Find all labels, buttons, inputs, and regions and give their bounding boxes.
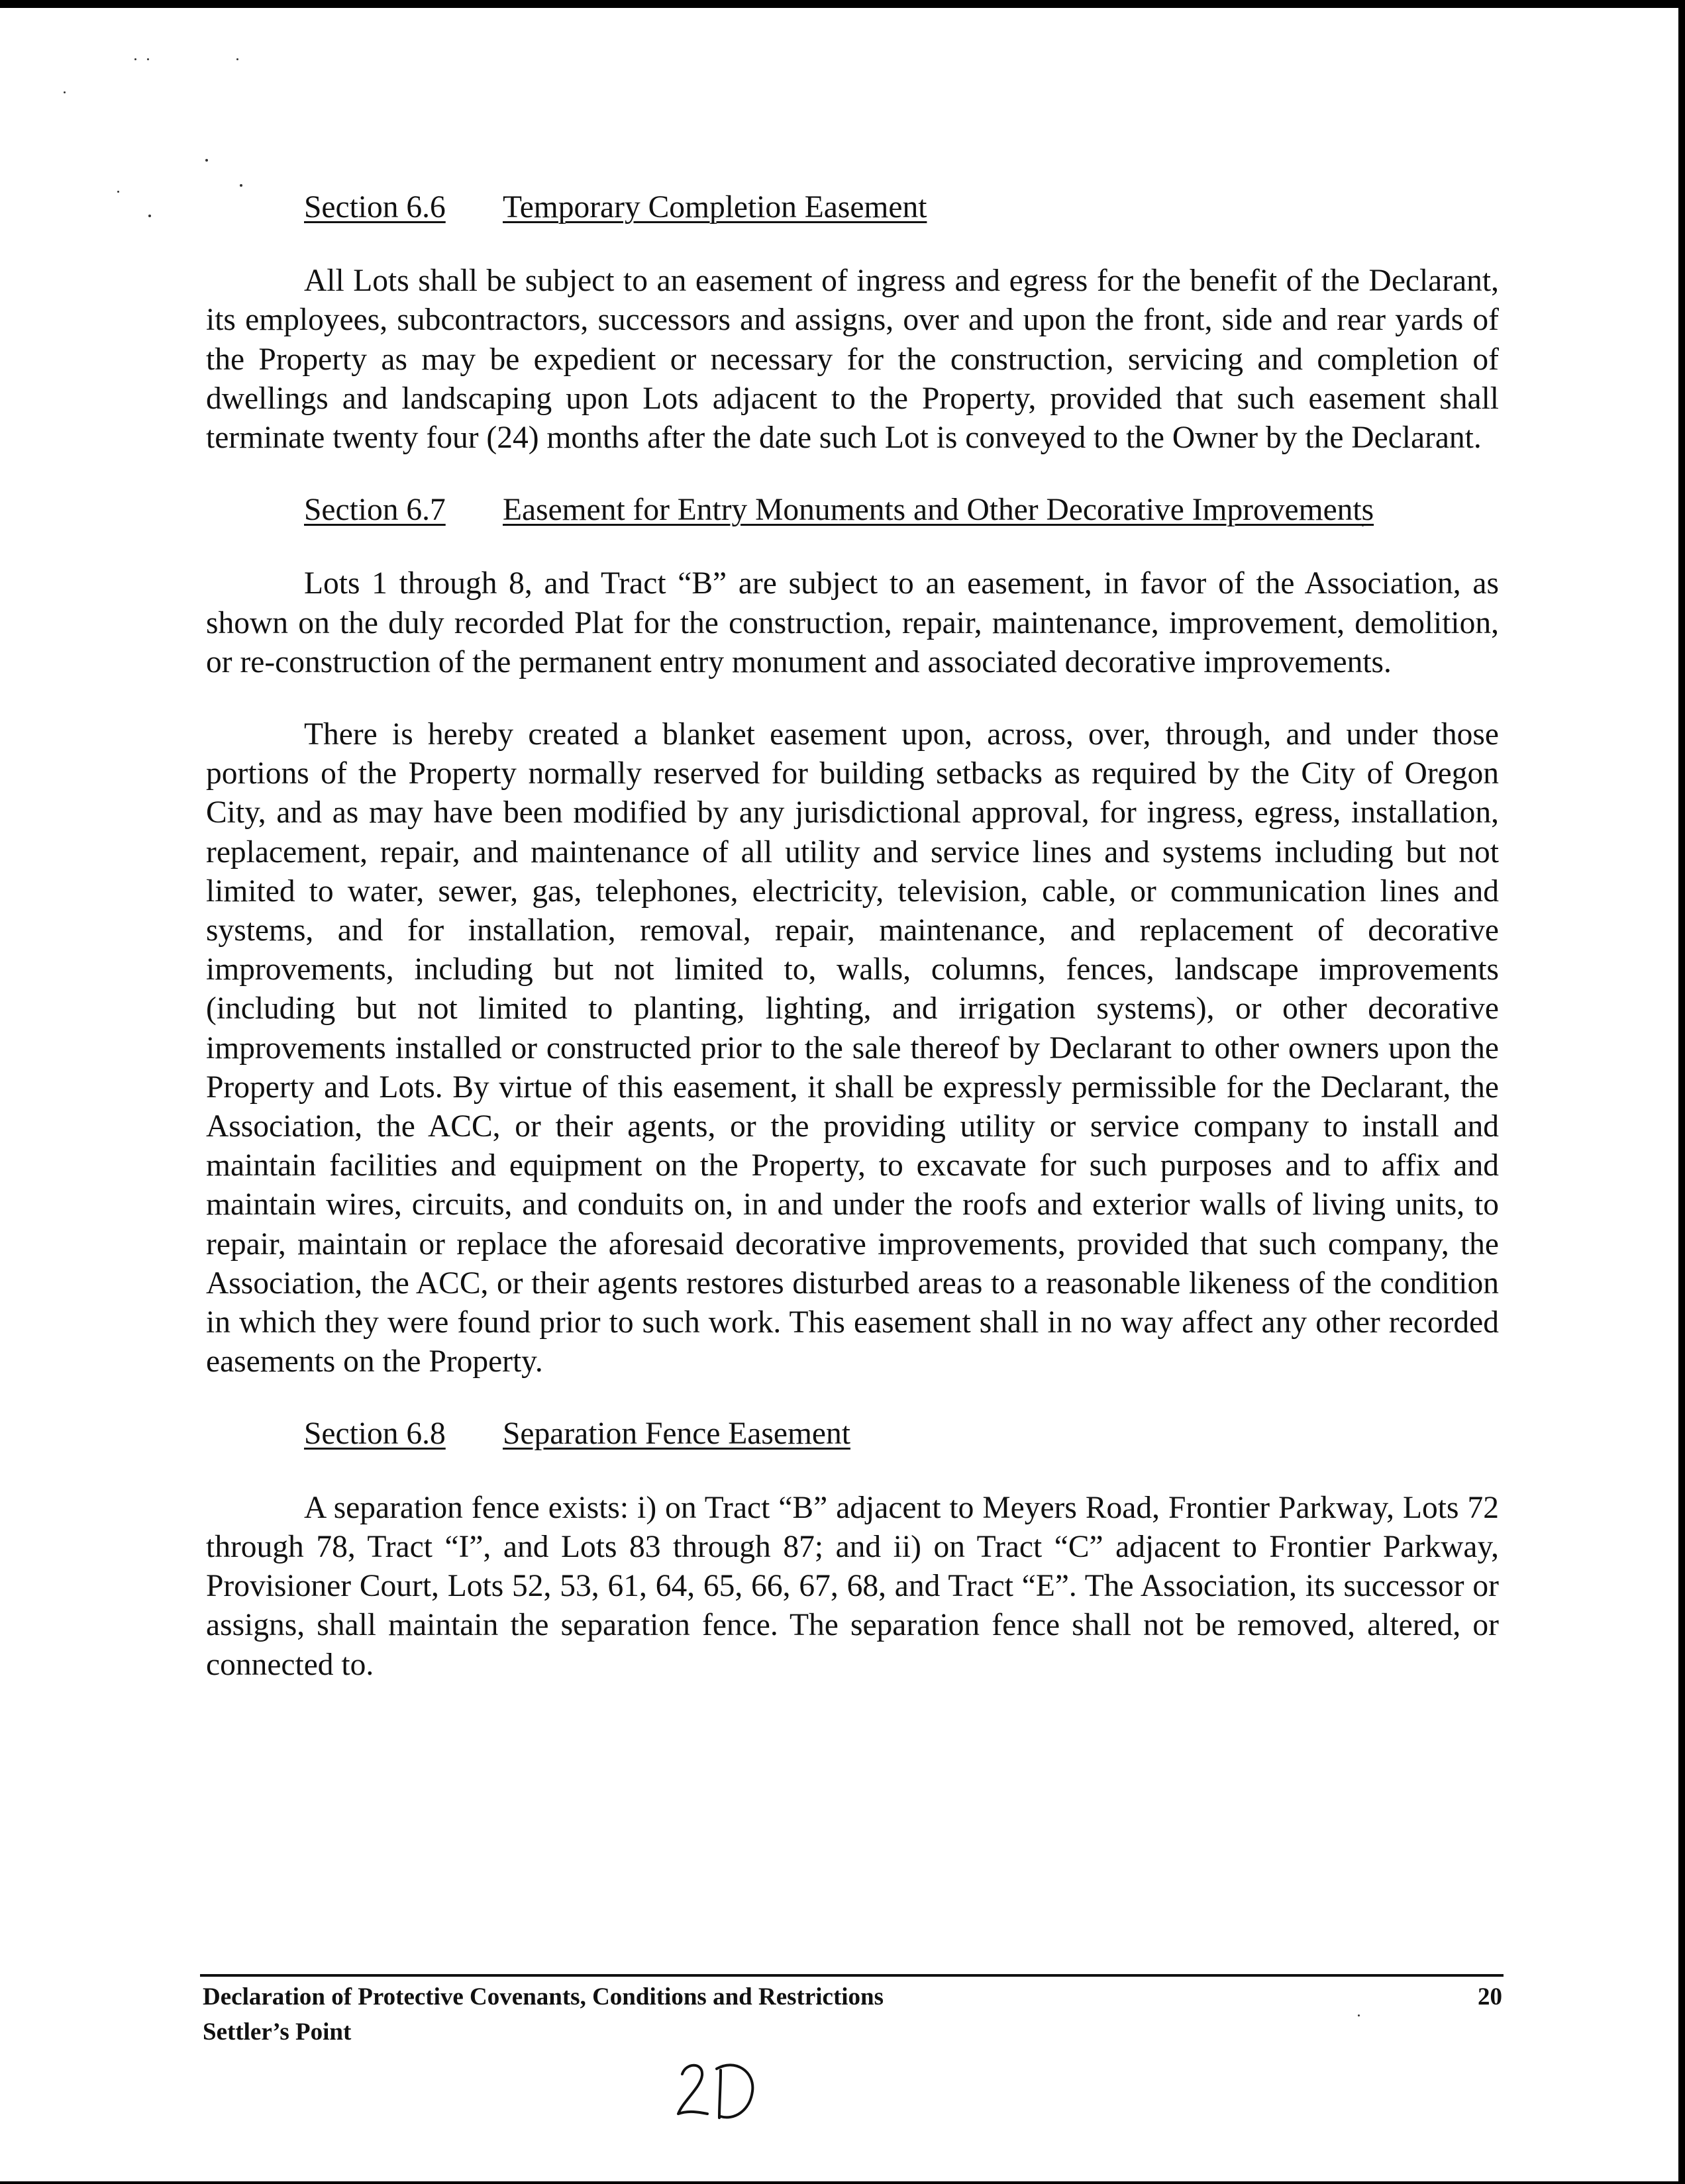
section-title: Easement for Entry Monuments and Other Decorative Improvements	[503, 493, 1374, 528]
footer-subtitle: Settler’s Point	[203, 2018, 352, 2046]
section-heading-6-6	[304, 188, 1499, 227]
document-body	[206, 188, 1499, 1718]
scan-speck	[134, 58, 136, 60]
scan-border-top	[0, 0, 1685, 8]
footer-page-number: 20	[1478, 1983, 1502, 2010]
scan-speck	[148, 215, 151, 217]
section-number: Section 6.8	[304, 1416, 446, 1452]
paragraph: A separation fence exists: i) on Tract “B” adjacent to Meyers Road, Frontier Parkway, Lots 72 through 78, Tract “I”, and Lots 83 through 87; and ii) on Tract “C” adjacent to Frontier Parkway, Provisioner Court, Lots 52, 53, 61, 64, 65, 66, 67, 68, and Tract “E”. The Association, its successor or assigns, shall maintain the separation fence. The separation fence shall not be removed, altered, or connected to.	[206, 1490, 1499, 1682]
footer-title: Declaration of Protective Covenants, Conditions and Restrictions	[203, 1983, 884, 2010]
handwritten-page-number	[669, 2053, 762, 2126]
paragraph: There is hereby created a blanket easement upon, across, over, through, and under those portions of the Property normally reserved for building setbacks as required by the City of Oregon City, and as may have been modified by any jurisdictional approval, for ingress, egress, installation, replacement, repair, and maintenance of all utility and service lines and systems including but not limited to water, sewer, gas, telephones, electricity, television, cable, or communication lines and systems, and for installation, removal, repair, maintenance, and replacement of decorative improvements, including but not limited to, walls, columns, fences, landscape improvements (including but not limited to planting, lighting, and irrigation systems), or other decorative improvements installed or constructed prior to the sale thereof by Declarant to other owners upon the Property and Lots. By virtue of this easement, it shall be expressly permissible for the Declarant, the Association, the ACC, or their agents, or the providing utility or service company to install and maintain facilities and equipment on the Property, to excavate for such purposes and to affix and maintain wires, circuits, and conduits on, in and under the roofs and exterior walls of living units, to repair, maintain or replace the aforesaid decorative improvements, provided that such company, the Association, the ACC, or their agents restores disturbed areas to a reasonable likeness of the condition in which they were found prior to such work. This easement shall in no way affect any other recorded easements on the Property.	[206, 717, 1499, 1379]
section-title: Temporary Completion Easement	[503, 190, 927, 224]
scan-speck	[64, 91, 66, 93]
section-title: Separation Fence Easement	[503, 1416, 850, 1452]
section-heading-6-8	[304, 1415, 1499, 1454]
section-heading-6-7	[304, 491, 1499, 530]
scan-speck	[117, 191, 119, 193]
paragraph: All Lots shall be subject to an easement of ingress and egress for the benefit of the Declarant, its employees, subcontractors, successors and assigns, over and upon the front, side and rear yards of the Property as may be expedient or necessary for the construction, servicing and completion of dwellings and landscaping upon Lots adjacent to the Property, provided that such easement shall terminate twenty four (24) months after the date such Lot is conveyed to the Owner by the Declarant.	[206, 264, 1499, 456]
scan-speck	[240, 184, 242, 187]
paragraph: Lots 1 through 8, and Tract “B” are subject to an easement, in favor of the Association, as shown on the duly recorded Plat for the construction, repair, maintenance, improvement, demolition, or re-construction of the permanent entry monument and associated decorative improvements.	[206, 566, 1499, 679]
section-number: Section 6.7	[304, 493, 446, 528]
page-footer	[203, 1979, 1502, 2050]
scan-speck	[147, 58, 149, 60]
footer-divider	[200, 1974, 1504, 1977]
scan-border-bottom	[0, 2181, 1685, 2184]
scan-border-right	[1678, 0, 1685, 2184]
scan-speck	[236, 58, 238, 60]
scan-speck	[205, 159, 208, 162]
section-number: Section 6.6	[304, 190, 446, 224]
